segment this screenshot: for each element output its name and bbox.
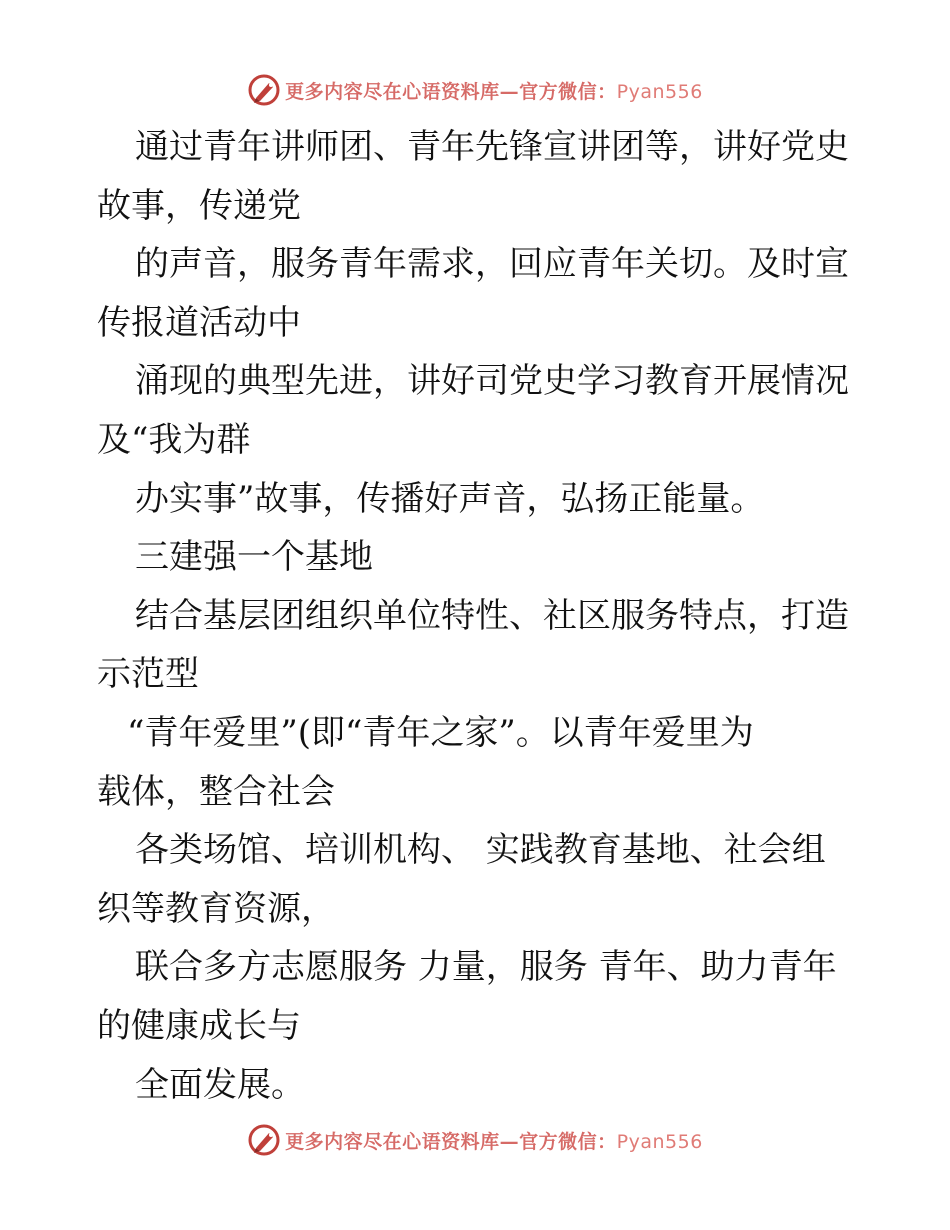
watermark-account: Pyan556 bbox=[616, 1130, 703, 1153]
text-line: “青年爱里”(即“青年之家”。以青年爱里为 bbox=[127, 712, 754, 753]
watermark-text bbox=[285, 1127, 703, 1154]
pen-logo-icon bbox=[247, 73, 281, 107]
text-line: 的健康成长与 bbox=[97, 1005, 301, 1046]
text-line: 传报道活动中 bbox=[97, 302, 301, 343]
text-line: 结合基层团组织单位特性、社区服务特点，打造 bbox=[135, 595, 849, 636]
watermark-prefix: 更多内容尽在心语资料库—官方微信： bbox=[285, 80, 617, 103]
text-line: 通过青年讲师团、青年先锋宣讲团等，讲好党史 bbox=[135, 127, 849, 167]
text-line: 办实事”故事，传播好声音，弘扬正能量。 bbox=[135, 478, 765, 519]
footer-watermark bbox=[0, 1120, 950, 1160]
text-line: 及“我为群 bbox=[97, 419, 251, 460]
text-line: 的声音，服务青年需求，回应青年关切。及时宣 bbox=[135, 244, 849, 285]
text-line: 全面发展。 bbox=[135, 1064, 305, 1105]
text-line: 故事，传递党 bbox=[97, 185, 301, 226]
text-line: 联合多方志愿服务 力量，服务 青年、助力青年 bbox=[135, 947, 837, 988]
text-line: 示范型 bbox=[97, 654, 199, 695]
watermark-prefix: 更多内容尽在心语资料库—官方微信： bbox=[285, 1130, 617, 1153]
text-line: 载体，整合社会 bbox=[97, 771, 335, 812]
text-line: 织等教育资源， bbox=[97, 888, 335, 929]
text-line: 各类场馆、培训机构、 实践教育基地、社会组 bbox=[135, 830, 826, 871]
watermark-account: Pyan556 bbox=[616, 80, 703, 103]
section-heading: 三建强一个基地 bbox=[135, 537, 373, 578]
text-line: 涌现的典型先进，讲好司党史学习教育开展情况 bbox=[135, 361, 849, 402]
watermark-text bbox=[285, 77, 703, 104]
pen-logo-icon bbox=[247, 1123, 281, 1157]
header-watermark bbox=[0, 70, 950, 110]
document-body bbox=[97, 118, 857, 1114]
